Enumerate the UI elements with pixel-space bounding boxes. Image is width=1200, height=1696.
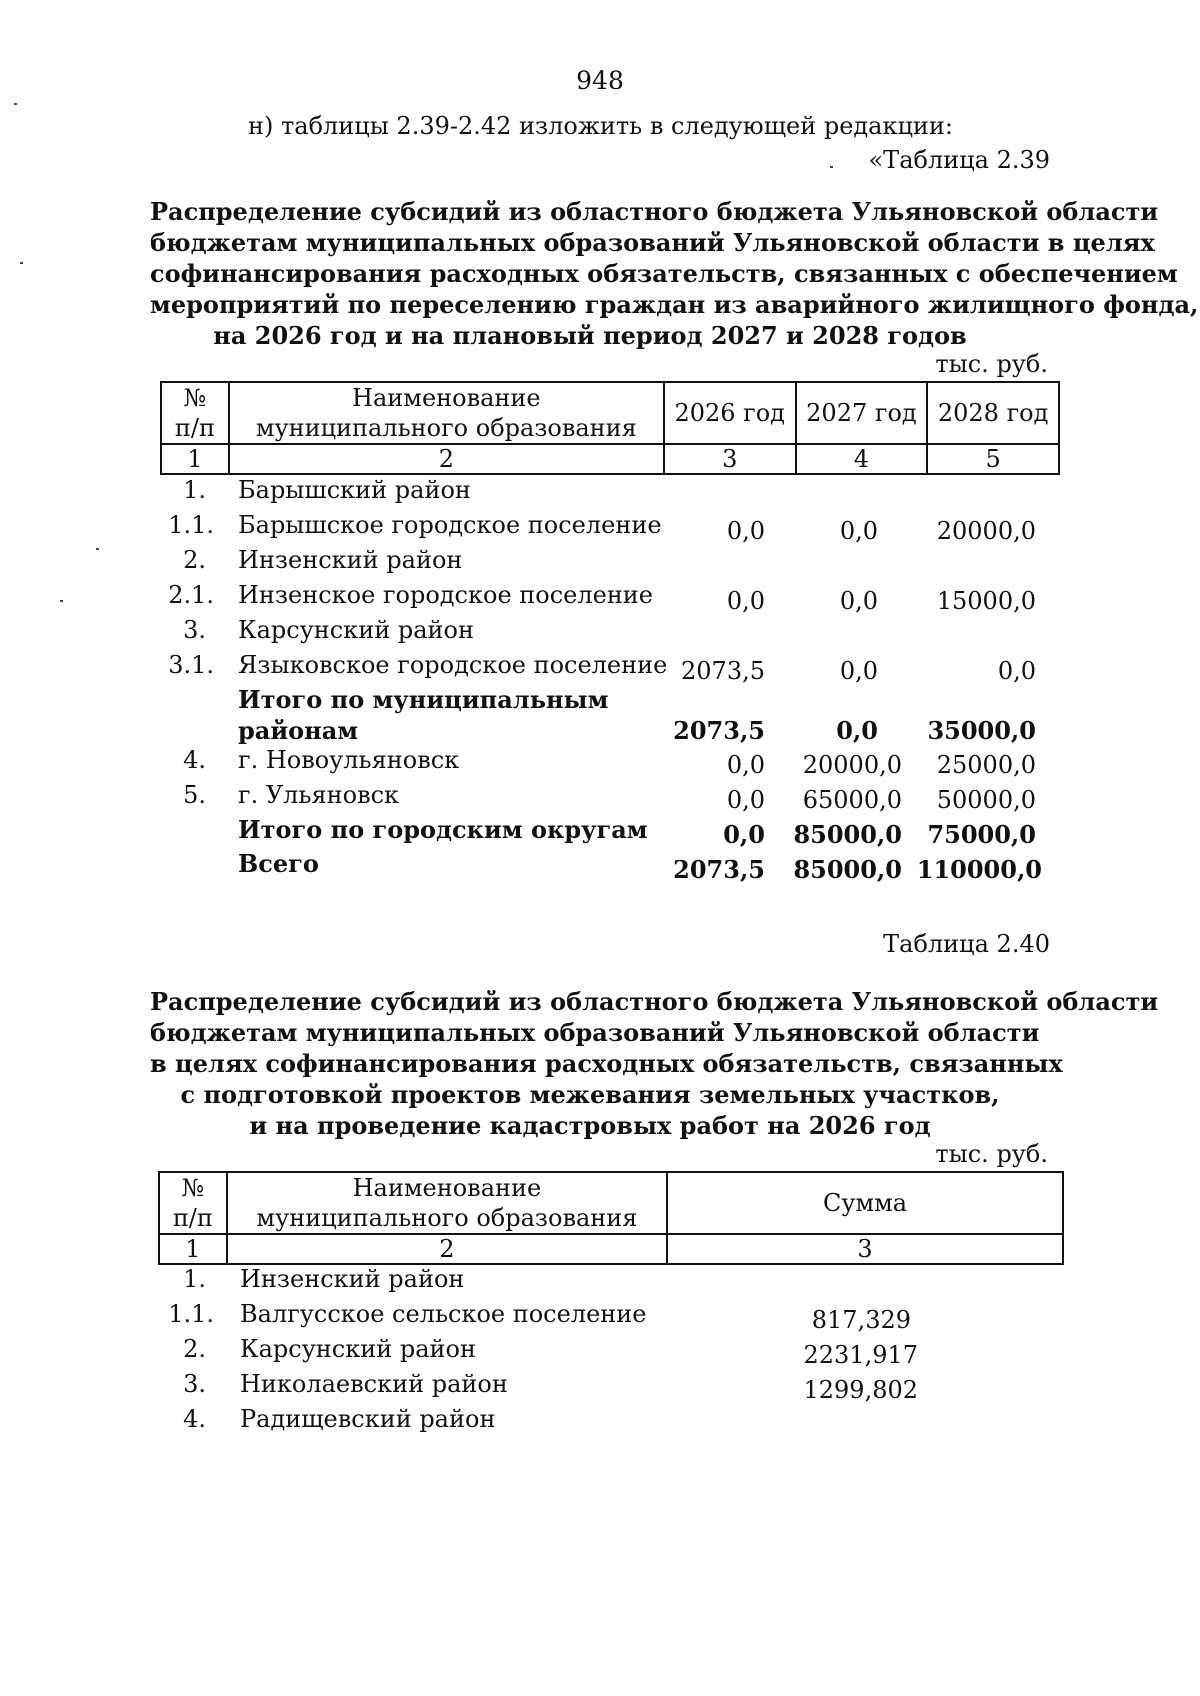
header-num-line1: № xyxy=(183,384,207,412)
row-number: 1. xyxy=(183,1265,206,1293)
table2-units: тыс. руб. xyxy=(935,1140,1048,1168)
row-name: Языковское городское поселение xyxy=(238,651,668,679)
intro-text: н) таблицы 2.39-2.42 изложить в следующей редакции: xyxy=(248,112,953,140)
col-number: 2 xyxy=(229,444,664,474)
scan-speck xyxy=(96,548,99,550)
row-number: 5. xyxy=(183,781,206,809)
value-sum: 1299,802 xyxy=(803,1376,918,1404)
table2-title-line: бюджетам муниципальных образований Ульяновской области xyxy=(150,1018,1040,1047)
row-name: Барышский район xyxy=(238,476,471,504)
row-name: Барышское городское поселение xyxy=(238,511,662,539)
row-name: Инзенский район xyxy=(240,1265,465,1293)
page-number: 948 xyxy=(576,66,624,95)
value-2028: 75000,0 xyxy=(927,820,1036,849)
value-2026: 0,0 xyxy=(723,820,765,849)
table2-title-line: в целях софинансирования расходных обязательств, связанных xyxy=(150,1049,1063,1078)
row-name: Инзенский район xyxy=(238,546,463,574)
col-number: 5 xyxy=(927,444,1059,474)
value-2028: 50000,0 xyxy=(936,786,1036,814)
row-name: г. Ульяновск xyxy=(238,781,400,809)
value-2028: 0,0 xyxy=(997,657,1036,685)
table2-label: Таблица 2.40 xyxy=(883,930,1050,958)
subtotal-row-districts xyxy=(0,684,1200,750)
row-name: Всего xyxy=(238,849,319,878)
value-2026: 0,0 xyxy=(726,587,765,615)
value-2026: 0,0 xyxy=(726,751,765,779)
header-name-cell xyxy=(227,1172,667,1234)
row-name: Валгусское сельское поселение xyxy=(240,1300,647,1328)
header-name-cell xyxy=(229,382,664,444)
value-2027: 85000,0 xyxy=(793,855,902,884)
header-sum: Сумма xyxy=(667,1172,1063,1234)
table1-title-line: Распределение субсидий из областного бюджета Ульяновской области xyxy=(150,197,1159,226)
table2-title xyxy=(150,986,1159,1141)
header-2026: 2026 год xyxy=(664,382,796,444)
scan-speck xyxy=(20,262,23,264)
header-2027: 2027 год xyxy=(796,382,928,444)
row-number: 1.1. xyxy=(168,511,214,539)
value-2028: 20000,0 xyxy=(936,517,1036,545)
value-2026: 2073,5 xyxy=(673,855,765,884)
table1-title-line: на 2026 год и на плановый период 2027 и 2028 годов xyxy=(213,321,967,350)
row-number: 4. xyxy=(183,746,206,774)
header-name-line1: Наименование xyxy=(352,384,541,412)
table2-title-line: с подготовкой проектов межевания земельных участков, xyxy=(180,1080,1000,1109)
value-2027: 85000,0 xyxy=(793,820,902,849)
header-num-cell xyxy=(161,382,229,444)
value-sum: 2231,917 xyxy=(803,1341,918,1369)
row-name: Инзенское городское поселение xyxy=(238,581,654,609)
header-num-line2: п/п xyxy=(172,1204,213,1232)
row-name: г. Новоульяновск xyxy=(238,746,460,774)
row-number: 4. xyxy=(183,1405,206,1433)
row-name: Итого по городским округам xyxy=(238,815,648,844)
row-number: 3. xyxy=(183,616,206,644)
table1-label: «Таблица 2.39 xyxy=(868,146,1050,174)
row-name: Карсунский район xyxy=(240,1335,476,1363)
col-number: 3 xyxy=(664,444,796,474)
row-number: 1. xyxy=(183,476,206,504)
row-number: 2. xyxy=(183,1335,206,1363)
col-number: 2 xyxy=(227,1234,667,1264)
header-2028: 2028 год xyxy=(927,382,1059,444)
value-2027: 0,0 xyxy=(839,517,878,545)
row-name: Радищевский район xyxy=(240,1405,496,1433)
row-number: 2.1. xyxy=(168,581,214,609)
col-number: 4 xyxy=(796,444,928,474)
value-2027: 0,0 xyxy=(839,657,878,685)
row-name-line1: Итого по муниципальным xyxy=(238,685,609,714)
scan-speck xyxy=(830,166,833,168)
table1-title-line: бюджетам муниципальных образований Ульяновской области в целях xyxy=(150,228,1155,257)
scan-speck xyxy=(60,600,63,602)
value-2027: 65000,0 xyxy=(802,786,902,814)
table1-title xyxy=(150,196,1199,351)
row-name: Николаевский район xyxy=(240,1370,508,1398)
row-number: 3.1. xyxy=(168,651,214,679)
value-2026: 0,0 xyxy=(726,786,765,814)
value-2027: 0,0 xyxy=(836,716,878,745)
header-num-line1: № xyxy=(181,1174,205,1202)
table1-title-line: софинансирования расходных обязательств, связанных с обеспечением xyxy=(150,259,1178,288)
col-number: 1 xyxy=(161,444,229,474)
header-name-line1: Наименование xyxy=(352,1174,542,1202)
table2-title-line: Распределение субсидий из областного бюджета Ульяновской области xyxy=(150,987,1159,1016)
table2-header xyxy=(158,1171,1064,1265)
header-name-line2: муниципального образования xyxy=(256,1204,638,1232)
table1-units: тыс. руб. xyxy=(935,350,1048,378)
scan-speck xyxy=(14,103,17,105)
value-2028: 110000,0 xyxy=(916,855,1042,884)
row-name-line2: районам xyxy=(238,716,359,745)
col-number: 3 xyxy=(667,1234,1063,1264)
value-2027: 20000,0 xyxy=(802,751,902,779)
table1-title-line: мероприятий по переселению граждан из аварийного жилищного фонда, xyxy=(150,290,1199,319)
header-name-line2: муниципального образования xyxy=(255,414,637,442)
value-2026: 2073,5 xyxy=(681,657,765,685)
header-num-cell xyxy=(159,1172,227,1234)
row-number: 3. xyxy=(183,1370,206,1398)
value-2026: 2073,5 xyxy=(673,716,765,745)
value-2027: 0,0 xyxy=(839,587,878,615)
col-number: 1 xyxy=(159,1234,227,1264)
row-name: Карсунский район xyxy=(238,616,474,644)
header-num-line2: п/п xyxy=(174,414,215,442)
value-2028: 25000,0 xyxy=(936,751,1036,779)
value-sum: 817,329 xyxy=(811,1306,911,1334)
value-2026: 0,0 xyxy=(726,517,765,545)
row-number: 2. xyxy=(183,546,206,574)
value-2028: 35000,0 xyxy=(927,716,1036,745)
value-2028: 15000,0 xyxy=(936,587,1036,615)
row-number: 1.1. xyxy=(168,1300,214,1328)
table2-title-line: и на проведение кадастровых работ на 2026 год xyxy=(249,1111,931,1140)
table1-header xyxy=(160,381,1060,475)
